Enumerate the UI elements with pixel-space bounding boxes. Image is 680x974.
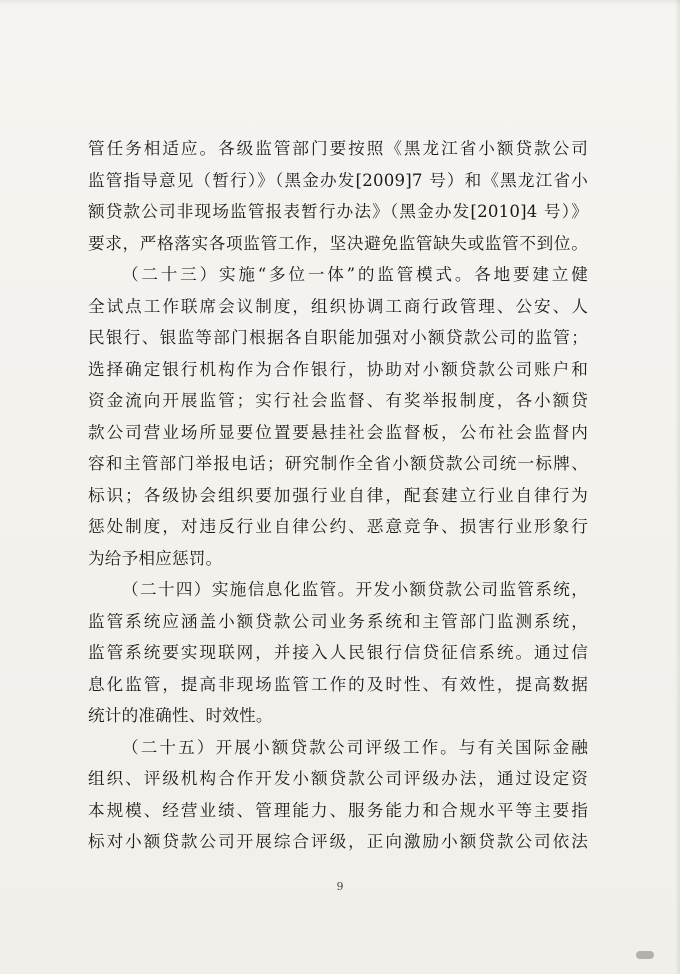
text-line: 监管系统应涵盖小额贷款公司业务系统和主管部门监测系统，: [88, 611, 588, 631]
text-line: 款公司营业场所显要位置要悬挂社会监督板，公布社会监督内: [88, 422, 588, 442]
text-line: 统计的准确性、时效性。: [88, 706, 273, 725]
scan-artifact: [636, 951, 654, 959]
text-line: 民银行、银监等部门根据各自职能加强对小额贷款公司的监管；: [88, 328, 588, 347]
text-line: （二十三）实施“多位一体”的监管模式。各地要建立健: [122, 265, 588, 284]
body-text: [88, 133, 588, 858]
paragraph-23: [88, 259, 588, 574]
scan-shadow-right: [675, 0, 680, 974]
paragraph-1: [88, 133, 588, 259]
text-line: 要求，严格落实各项监管工作，坚决避免监管缺失或监管不到位。: [88, 233, 588, 253]
text-line: 选择确定银行机构作为合作银行，协助对小额贷款公司账户和: [88, 359, 588, 379]
text-line: 管任务相适应。各级监管部门要按照《黑龙江省小额贷款公司: [88, 139, 588, 158]
paragraph-24: [88, 574, 588, 732]
text-line: 容和主管部门举报电话；研究制作全省小额贷款公司统一标牌、: [88, 454, 588, 473]
text-line: 组织、评级机构合作开发小额贷款公司评级办法，通过设定资: [88, 769, 588, 788]
scan-shadow-top: [0, 0, 680, 6]
text-line: 惩处制度，对违反行业自律公约、恶意竞争、损害行业形象行: [88, 517, 588, 536]
text-line: 本规模、经营业绩、管理能力、服务能力和合规水平等主要指: [88, 800, 588, 820]
text-line: （二十五）开展小额贷款公司评级工作。与有关国际金融: [122, 737, 588, 757]
text-line: 标识；各级协会组织要加强行业自律，配套建立行业自律行为: [88, 485, 588, 505]
paragraph-25: [88, 732, 588, 858]
page-number: 9: [336, 880, 344, 893]
text-line: 全试点工作联席会议制度，组织协调工商行政管理、公安、人: [88, 296, 588, 316]
text-line: 额贷款公司非现场监管报表暂行办法》（黑金办发[2010]4 号）》: [88, 202, 588, 221]
text-line: 标对小额贷款公司开展综合评级，正向激励小额贷款公司依法: [88, 832, 588, 851]
text-line: 资金流向开展监管；实行社会监督、有奖举报制度，各小额贷: [88, 391, 588, 410]
text-line: （二十四）实施信息化监管。开发小额贷款公司监管系统，: [122, 580, 588, 599]
text-line: 监管指导意见（暂行）》（黑金办发[2009]7 号）和《黑龙江省小: [88, 170, 588, 190]
text-line: 息化监管，提高非现场监管工作的及时性、有效性，提高数据: [88, 674, 588, 694]
text-line: 监管系统要实现联网，并接入人民银行信贷征信系统。通过信: [88, 643, 588, 662]
text-line: 为给予相应惩罚。: [88, 548, 223, 568]
